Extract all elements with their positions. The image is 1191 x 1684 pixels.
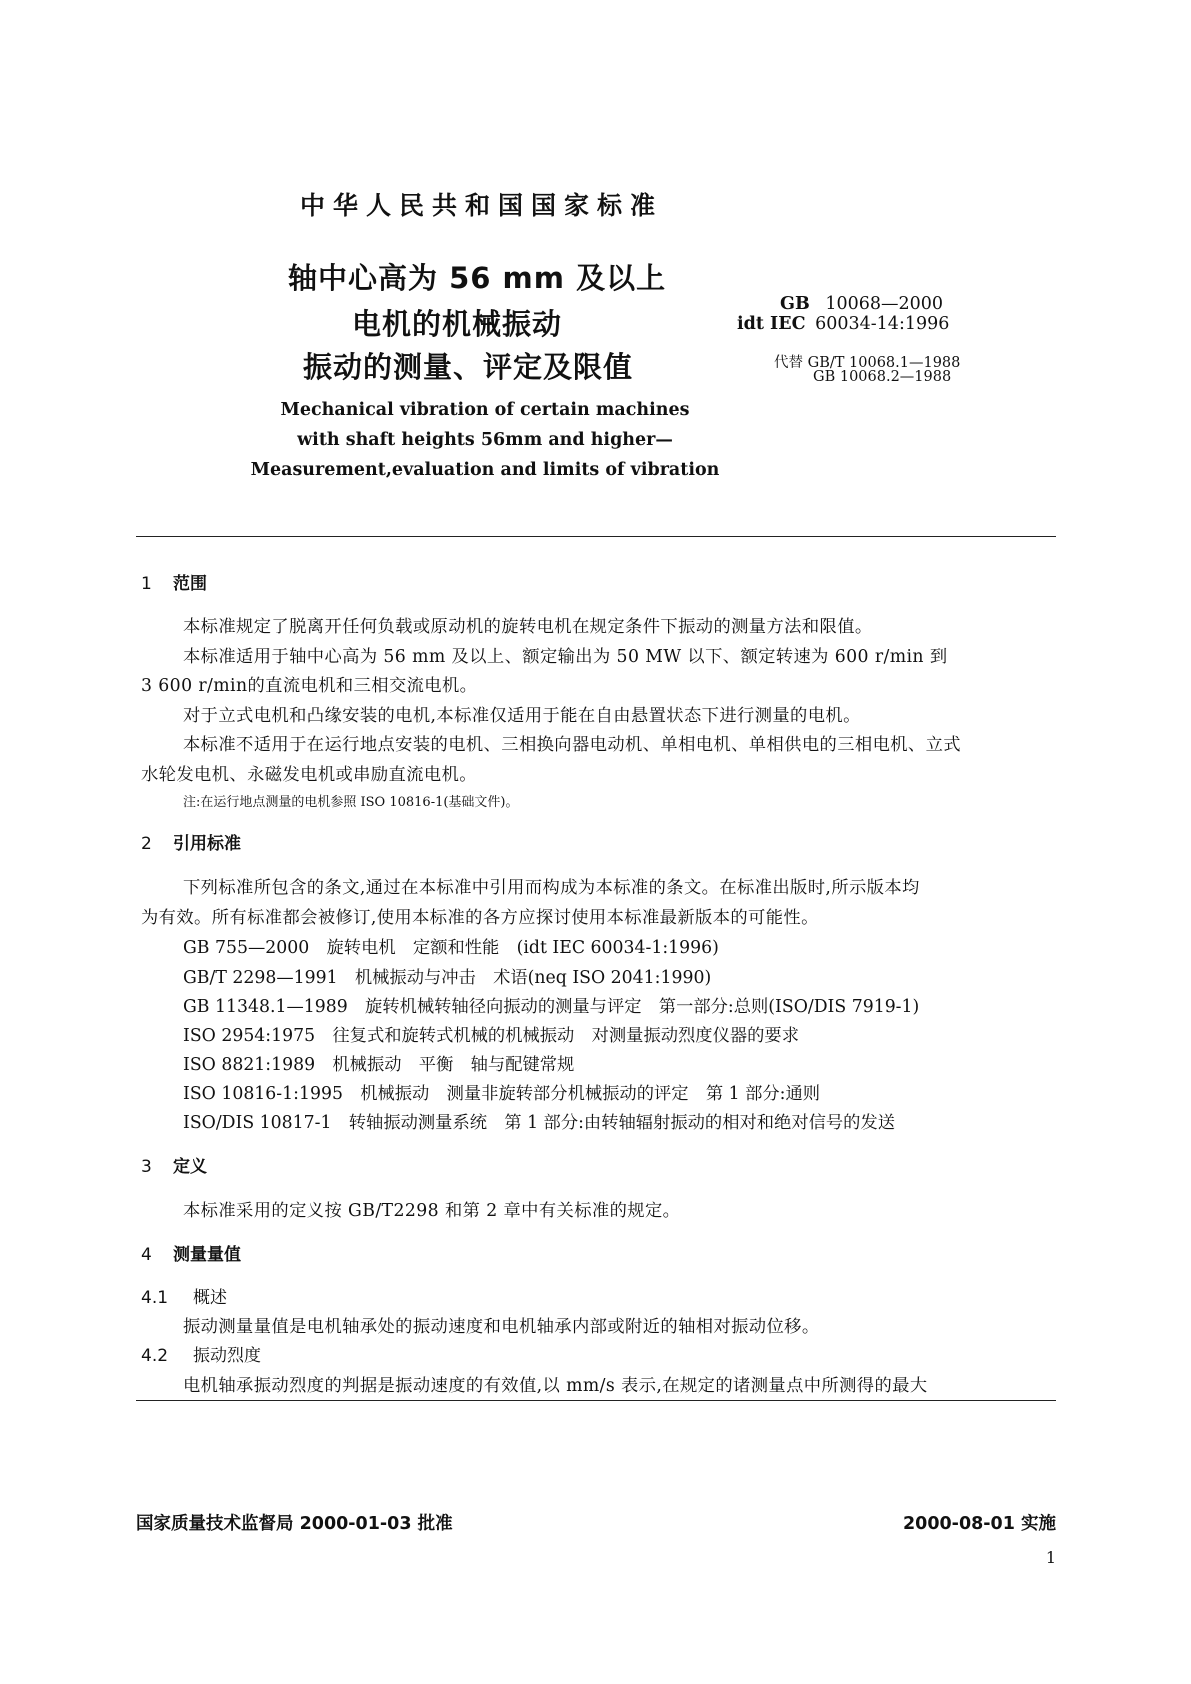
title-cn-line3: 振动的测量、评定及限值 bbox=[303, 350, 634, 384]
section-2-number: 2 bbox=[141, 834, 152, 854]
section-3-heading bbox=[141, 1152, 207, 1177]
subsection-4-1-number: 4.1 bbox=[141, 1288, 169, 1308]
section-1-paragraph-4-line1: 本标准不适用于在运行地点安装的电机、三相换向器电动机、单相电机、单相供电的三相电机、立式 bbox=[183, 735, 961, 755]
section-1-paragraph-3: 对于立式电机和凸缘安装的电机,本标准仅适用于能在自由悬置状态下进行测量的电机。 bbox=[183, 706, 861, 726]
section-2-title: 引用标准 bbox=[173, 834, 241, 854]
reference-item: GB 11348.1—1989 旋转机械转轴径向振动的测量与评定 第一部分:总则(ISO/DIS 7919-1) bbox=[183, 997, 920, 1017]
section-1-heading bbox=[141, 569, 207, 594]
idt-prefix: idt IEC bbox=[737, 314, 806, 334]
footer-divider bbox=[136, 1400, 1056, 1401]
reference-item: ISO 2954:1975 往复式和旋转式机械的机械振动 对测量振动烈度仪器的要求 bbox=[183, 1026, 799, 1046]
section-4-title: 测量量值 bbox=[173, 1245, 241, 1265]
reference-item: GB 755—2000 旋转电机 定额和性能 (idt IEC 60034-1:1996) bbox=[183, 938, 719, 958]
section-3-paragraph: 本标准采用的定义按 GB/T2298 和第 2 章中有关标准的规定。 bbox=[183, 1201, 681, 1221]
subsection-4-1-heading bbox=[141, 1283, 227, 1308]
section-4-number: 4 bbox=[141, 1245, 152, 1265]
section-3-title: 定义 bbox=[173, 1157, 207, 1177]
section-2-paragraph-line2: 为有效。所有标准都会被修订,使用本标准的各方应探讨使用本标准最新版本的可能性。 bbox=[141, 908, 819, 928]
approval-date: 国家质量技术监督局 2000-01-03 批准 bbox=[136, 1514, 453, 1534]
subsection-4-2-title: 振动烈度 bbox=[193, 1346, 261, 1366]
section-1-note: 注:在运行地点测量的电机参照 ISO 10816-1(基础文件)。 bbox=[183, 795, 519, 810]
national-standard-heading: 中华人民共和国国家标准 bbox=[300, 191, 664, 220]
section-1-title: 范围 bbox=[173, 574, 207, 594]
section-1-paragraph-4-line2: 水轮发电机、永磁发电机或串励直流电机。 bbox=[141, 765, 477, 785]
subsection-4-2-number: 4.2 bbox=[141, 1346, 169, 1366]
reference-item: ISO/DIS 10817-1 转轴振动测量系统 第 1 部分:由转轴辐射振动的相对和绝对信号的发送 bbox=[183, 1113, 896, 1133]
section-1-number: 1 bbox=[141, 574, 152, 594]
title-cn-line2: 电机的机械振动 bbox=[352, 307, 563, 341]
section-3-number: 3 bbox=[141, 1157, 152, 1177]
reference-item: ISO 8821:1989 机械振动 平衡 轴与配键常规 bbox=[183, 1055, 575, 1075]
reference-item: ISO 10816-1:1995 机械振动 测量非旋转部分机械振动的评定 第 1 部分:通则 bbox=[183, 1084, 821, 1104]
implementation-date: 2000-08-01 实施 bbox=[902, 1514, 1056, 1534]
section-2-paragraph-line1: 下列标准所包含的条文,通过在本标准中引用而构成为本标准的条文。在标准出版时,所示版本均 bbox=[183, 878, 920, 898]
subsection-4-1-paragraph: 振动测量量值是电机轴承处的振动速度和电机轴承内部或附近的轴相对振动位移。 bbox=[183, 1317, 820, 1337]
standard-prefix: GB bbox=[780, 294, 810, 314]
page-number: 1 bbox=[1045, 1548, 1056, 1567]
idt-reference bbox=[737, 314, 949, 334]
idt-code: 60034-14:1996 bbox=[815, 314, 950, 334]
standard-code: 10068—2000 bbox=[825, 294, 944, 314]
section-1-paragraph-2-line2: 3 600 r/min的直流电机和三相交流电机。 bbox=[141, 676, 478, 696]
subsection-4-2-heading bbox=[141, 1341, 261, 1366]
replaces-line1: 代替 GB/T 10068.1—1988 bbox=[774, 355, 961, 371]
title-en-line1: Mechanical vibration of certain machines bbox=[280, 400, 690, 420]
replaces-line2: GB 10068.2—1988 bbox=[813, 369, 952, 385]
title-cn-line1: 轴中心高为 56 mm 及以上 bbox=[288, 261, 667, 295]
title-en-line3: Measurement,evaluation and limits of vibration bbox=[250, 460, 720, 480]
section-1-paragraph-1: 本标准规定了脱离开任何负载或原动机的旋转电机在规定条件下振动的测量方法和限值。 bbox=[183, 617, 873, 637]
section-1-paragraph-2-line1: 本标准适用于轴中心高为 56 mm 及以上、额定输出为 50 MW 以下、额定转速为 600 r/min 到 bbox=[183, 647, 948, 667]
section-2-heading bbox=[141, 829, 241, 854]
subsection-4-2-paragraph: 电机轴承振动烈度的判据是振动速度的有效值,以 mm/s 表示,在规定的诸测量点中所测得的最大 bbox=[183, 1376, 928, 1396]
subsection-4-1-title: 概述 bbox=[193, 1288, 227, 1308]
reference-item: GB/T 2298—1991 机械振动与冲击 术语(neq ISO 2041:1990) bbox=[183, 968, 712, 988]
section-4-heading bbox=[141, 1240, 241, 1265]
standard-number bbox=[780, 294, 943, 314]
header-divider bbox=[136, 536, 1056, 537]
title-en-line2: with shaft heights 56mm and higher— bbox=[297, 430, 673, 450]
